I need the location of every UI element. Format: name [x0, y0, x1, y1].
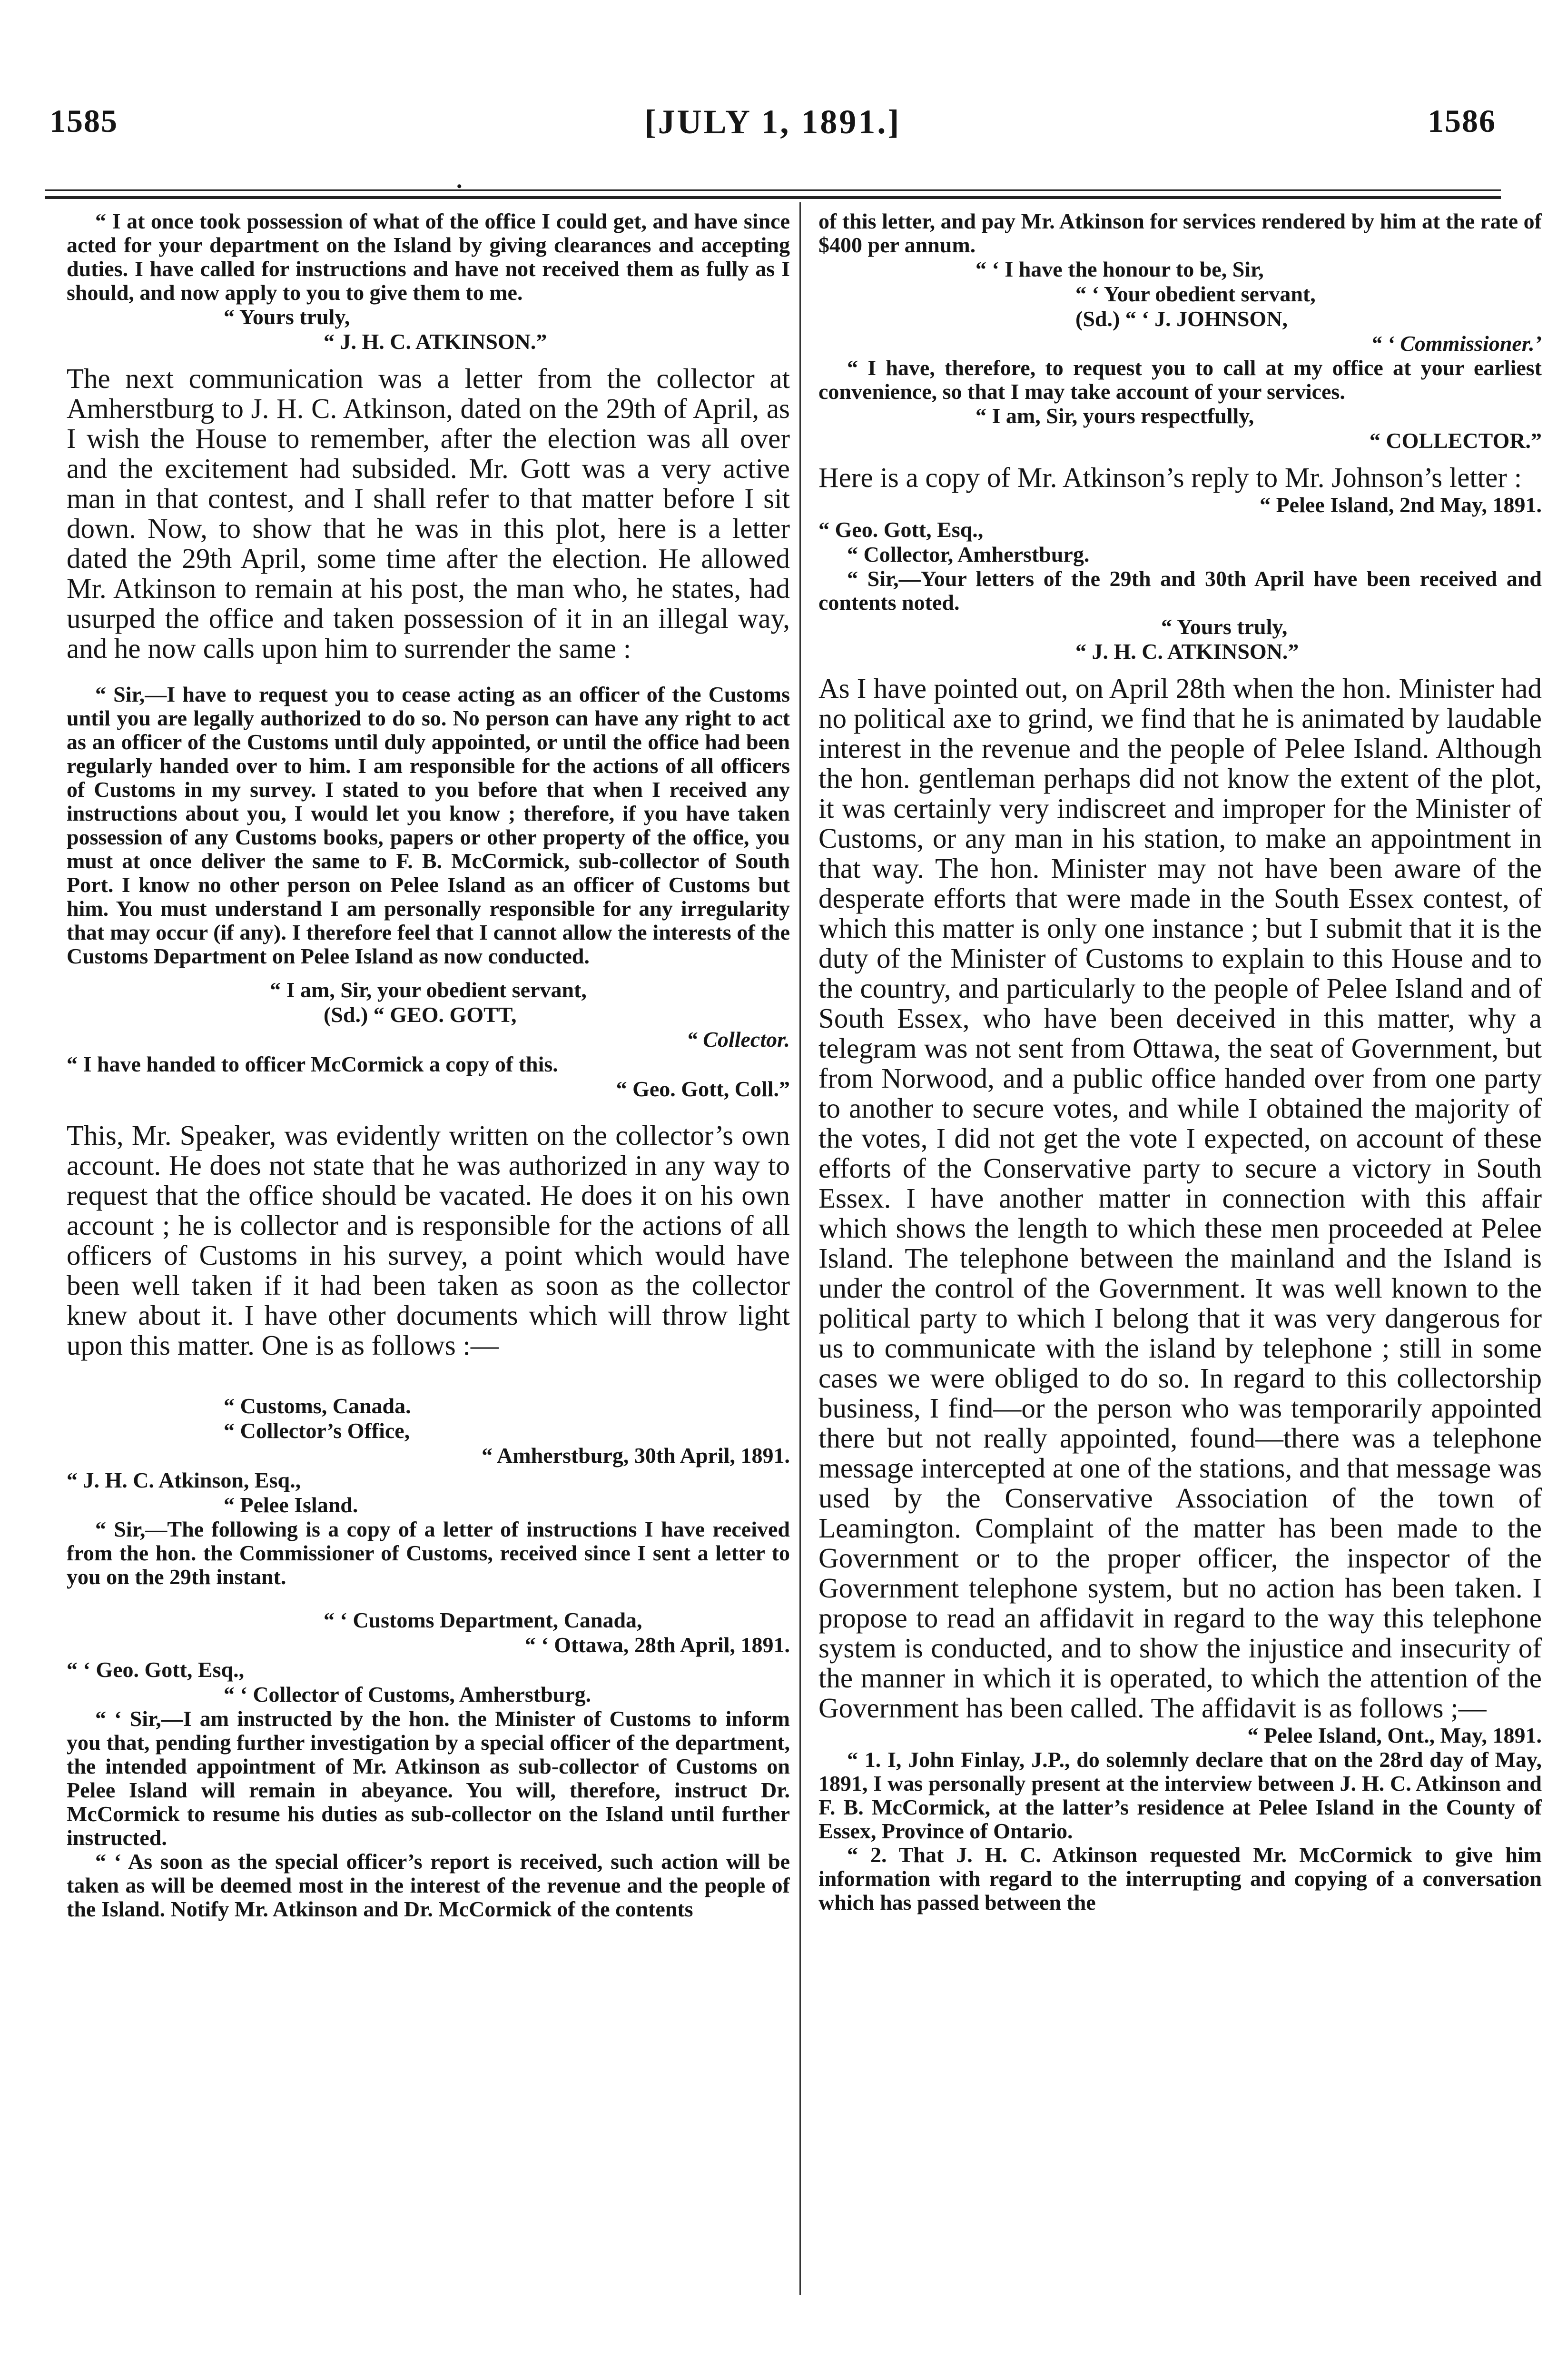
header-rule-thin [45, 189, 1501, 191]
letter-excerpt: “ I at once took possession of what of the office I could get, and have since acted for your department on the Island by giving clearances and accepting duties. I have called for instructions and have not received them as fully as I should, and now apply to you to give them to me. [67, 209, 790, 305]
letter-body: “ Sir,—The following is a copy of a letter of instructions I have received from the hon. the Commissioner of Customs, received since I sent a letter to you on the 29th instant. [67, 1517, 790, 1589]
letter-heading: “ Customs, Canada. [224, 1394, 411, 1418]
letter-signature: “ J. H. C. ATKINSON.” [324, 329, 547, 354]
letter-closing: “ ‘ Your obedient servant, [1075, 282, 1316, 306]
letter-heading: “ ‘ Customs Department, Canada, [324, 1608, 642, 1632]
letter-addressee: “ Collector, Amherstburg. [847, 542, 1090, 566]
letter-addressee: “ ‘ Geo. Gott, Esq., [67, 1657, 245, 1682]
header-date: [JULY 1, 1891.] [644, 103, 901, 141]
letter-date: “ Pelee Island, 2nd May, 1891. [1260, 493, 1542, 517]
speech-paragraph: As I have pointed out, on April 28th when the hon. Minister had no political axe to grind, we find that he is animated by laudable interest in the revenue and the people of Pelee Island. Although the hon. gentleman perhaps did not know the extent of the plot, it was certainly very indiscreet and improper for the Minister of Customs, or any man in his station, to make an appointment in that way. The hon. Minister may not have been aware of the desperate efforts that were made in the South Essex contest, of which this matter is only one instance ; but I submit that it is the duty of the Minister of Customs to explain to this House and to the country, and particularly to the people of Pelee Island and of South Essex, who have been deceived in this matter, why a telegram was not sent from Ottawa, the seat of Government, but from Norwood, and a public office handed over from one party to another to secure votes, and while I obtained the majority of the votes, I did not get the vote I expected, on account of these efforts of the Conservative party to secure a victory in South Essex. I have another matter in connection with this affair which shows the length to which these men proceeded at Pelee Island. The telephone between the mainland and the Island is under the control of the Government. It was well known to the political party to which I belong that it was very dangerous for us to communicate with the island by telephone ; still in some cases we were obliged to do so. In regard to this collectorship business, I find—or the person who was temporarily appointed there but not really appointed, found—there was a telephone message intercepted at one of the stations, and that message was used by the Conservative Association of the town of Leamington. Complaint of the matter has been made to the Government or to the proper officer, the inspector of the Government telephone system, but no action has been taken. I propose to read an affidavit in regard to the way this telephone system is conducted, and to show the injustice and insecurity of the manner in which it is operated, to which the attention of the Government has been called. The affidavit is as follows ;— [818, 673, 1542, 1724]
speech-paragraph: The next communication was a letter from the collector at Amherstburg to J. H. C. Atkinson, dated on the 29th of April, as I wish the House to remember, after the election was all over and the excitement had subsided. Mr. Gott was a very active man in that contest, and I shall refer to that matter before I sit down. Now, to show that he was in this plot, here is a letter dated the 29th April, some time after the election. He allowed Mr. Atkinson to remain at his post, the man who, he states, had usurped the office and taken possession of it in an illegal way, and he now calls upon him to surrender the same : [67, 363, 790, 664]
letter-closing: “ Yours truly, [1161, 615, 1288, 639]
letter-addressee: “ ‘ Collector of Customs, Amherstburg. [224, 1682, 591, 1706]
letter-closing: “ I am, Sir, yours respectfully, [976, 404, 1254, 428]
letter-addressee: “ J. H. C. Atkinson, Esq., [67, 1468, 301, 1492]
speech-paragraph: This, Mr. Speaker, was evidently written on the collector’s own account. He does not state that he was authorized in any way to request that the office should be vacated. He does it on his own account ; he is collector and is responsible for the actions of all officers of Customs in his survey, a point which would have been well taken if it had been taken as soon as the collector knew about it. I have other documents which will throw light upon this matter. One is as follows :— [67, 1120, 790, 1361]
letter-body: “ ‘ Sir,—I am instructed by the hon. the Minister of Customs to inform you that, pending further investigation by a special officer of the department, the intended appointment of Mr. Atkinson as sub-collector of Customs on Pelee Island will remain in abeyance. You will, therefore, instruct Dr. McCormick to resume his duties as sub-collector on the Island until further instructed. [67, 1706, 790, 1850]
letter-signature-title: “ Collector. [686, 1027, 790, 1051]
right-column [818, 209, 1542, 1914]
letter-body: “ Sir,—Your letters of the 29th and 30th April have been received and contents noted. [818, 566, 1542, 615]
letter-signature: (Sd.) “ GEO. GOTT, [324, 1002, 517, 1027]
running-header [45, 102, 1501, 150]
letter-date: “ ‘ Ottawa, 28th April, 1891. [524, 1633, 790, 1657]
letter-signature: (Sd.) “ ‘ J. JOHNSON, [1075, 307, 1288, 331]
affidavit-body: “ 1. I, John Finlay, J.P., do solemnly declare that on the 28rd day of May, 1891, I was personally present at the interview between J. H. C. Atkinson and F. B. McCormick, at the latter’s residence at Pelee Island in the County of Essex, Province of Ontario. [818, 1747, 1542, 1843]
letter-note: “ I have handed to officer McCormick a copy of this. [67, 1052, 558, 1076]
column-divider [799, 202, 801, 2295]
header-ornament: • [457, 178, 462, 194]
letter-addressee: “ Geo. Gott, Esq., [818, 517, 984, 542]
letter-closing: “ ‘ I have the honour to be, Sir, [976, 257, 1264, 281]
letter-addressee: “ Pelee Island. [224, 1493, 358, 1517]
letter-signature: “ COLLECTOR.” [1369, 428, 1542, 453]
affidavit-heading: “ Pelee Island, Ont., May, 1891. [1247, 1723, 1542, 1747]
letter-signature-title: “ ‘ Commissioner.’ [1370, 331, 1542, 356]
left-column [67, 209, 790, 1921]
letter-body: of this letter, and pay Mr. Atkinson for services rendered by him at the rate of $400 per annum. [818, 209, 1542, 257]
letter-signature: “ Geo. Gott, Coll.” [616, 1077, 790, 1101]
letter-body: “ I have, therefore, to request you to call at my office at your earliest convenience, so that I may take account of your services. [818, 356, 1542, 404]
page-number-left: 1585 [49, 103, 118, 139]
letter-heading: “ Collector’s Office, [224, 1418, 410, 1443]
letter-body: “ Sir,—I have to request you to cease acting as an officer of the Customs until you are legally authorized to do so. No person can have any right to act as an officer of the Customs until duly appointed, or until the office had been regularly handed over to him. I am responsible for the actions of all officers of Customs in my survey. I stated to you before that when I received any instructions about you, I would let you know ; therefore, if you have taken possession of any Customs books, papers or other property of the office, you must at once deliver the same to F. B. McCormick, sub-collector of South Port. I know no other person on Pelee Island as an officer of Customs but him. You must understand I am personally responsible for any irregularity that may occur (if any). I therefore feel that I cannot allow the interests of the Customs Department on Pelee Island as now conducted. [67, 682, 790, 968]
speech-paragraph: Here is a copy of Mr. Atkinson’s reply to Mr. Johnson’s letter : [818, 462, 1522, 493]
letter-closing: “ I am, Sir, your obedient servant, [270, 978, 587, 1002]
letter-signature: “ J. H. C. ATKINSON.” [1075, 639, 1299, 664]
affidavit-body: “ 2. That J. H. C. Atkinson requested Mr. McCormick to give him information with regard to the interrupting and copying of a conversation which has passed between the [818, 1843, 1542, 1914]
letter-date: “ Amherstburg, 30th April, 1891. [482, 1443, 790, 1468]
letter-body: “ ‘ As soon as the special officer’s report is received, such action will be taken as will be deemed most in the interest of the revenue and the people of the Island. Notify Mr. Atkinson and Dr. McCormick of the contents [67, 1849, 790, 1921]
page-number-right: 1586 [1428, 103, 1496, 139]
header-rule-thick [45, 196, 1501, 199]
letter-closing: “ Yours truly, [224, 305, 350, 329]
